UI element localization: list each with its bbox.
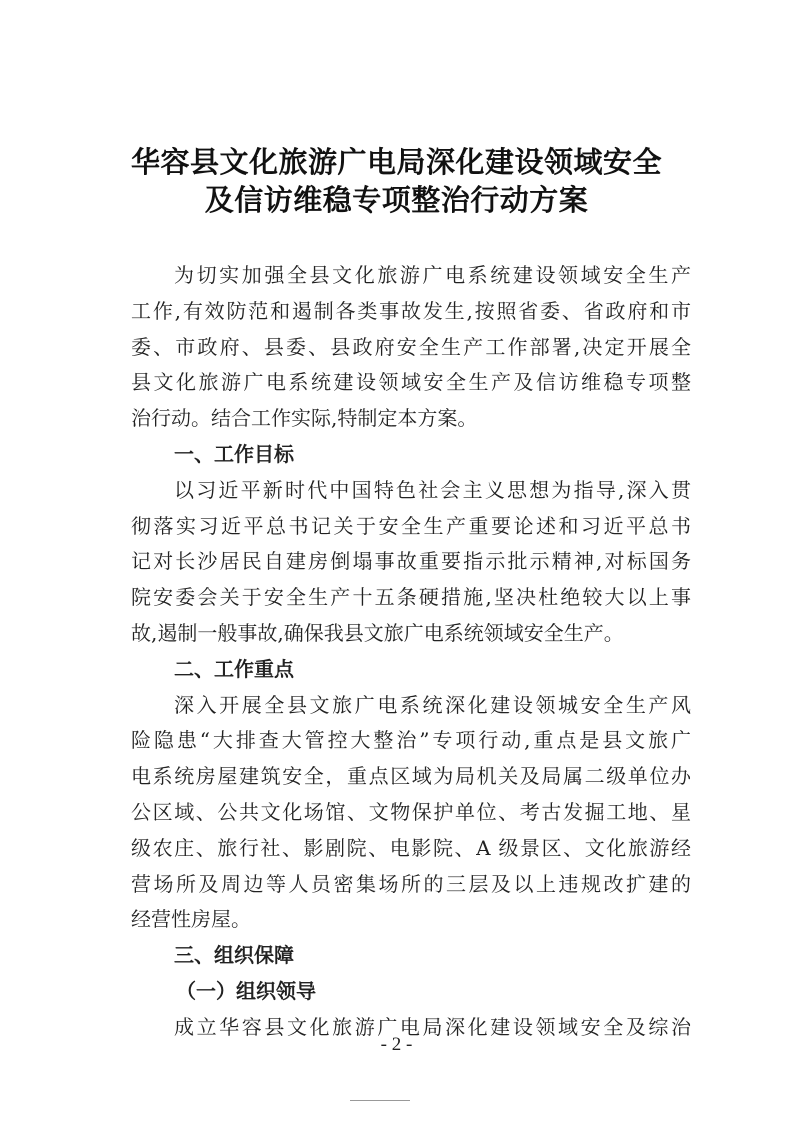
intro-line: 工作,有效防范和遏制各类事故发生,按照省委、省政府和市 [131,298,691,323]
section-2-line: 险隐患“大排查大管控大整治”专项行动,重点是县文旅广 [131,728,691,753]
intro-line: 委、市政府、县委、县政府安全生产工作部署,决定开展全 [131,334,691,359]
section-1-line: 院安委会关于安全生产十五条硬措施,坚决杜绝较大以上事 [131,585,691,610]
section-1-line: 以习近平新时代中国特色社会主义思想为指导,深入贯 [174,477,691,502]
intro-line: 为切实加强全县文化旅游广电系统建设领域安全生产 [174,263,691,287]
section-1-line: 故,遏制一般事故,确保我县文旅广电系统领域安全生产。 [131,620,624,645]
section-2-line: 经营性房屋。 [131,907,251,932]
section-1-line: 记对长沙居民自建房倒塌事故重要指示批示精神,对标国务 [131,549,691,574]
document-title-line-1: 华容县文化旅游广电局深化建设领域安全 [130,145,662,179]
section-2-line: 电系统房屋建筑安全，重点区域为局机关及局属二级单位办 [131,764,691,789]
page-number: - 2 - [380,1034,413,1055]
section-2-line: 深入开展全县文旅广电系统深化建设领城安全生产风 [174,692,691,717]
intro-line: 县文化旅游广电系统建设领域安全生产及信访维稳专项整 [131,370,691,395]
section-2-line: 公区域、公共文化场馆、文物保护单位、考古发掘工地、星 [131,799,691,824]
section-2-heading: 二、工作重点 [174,656,294,681]
section-2-line: 营场所及周边等人员密集场所的三层及以上违规改扩建的 [131,871,691,896]
intro-line: 治行动。结合工作实际,特制定本方案。 [131,406,478,431]
section-3-subheading: （一）组织领导 [176,978,316,1003]
section-3-heading: 三、组织保障 [174,943,294,968]
footer-rule [350,1100,410,1101]
document-title-line-2: 及信访维稳专项整治行动方案 [204,183,589,217]
section-1-line: 彻落实习近平总书记关于安全生产重要论述和习近平总书 [131,513,691,538]
section-3-line: 成立华容县文化旅游广电局深化建设领域安全及综治 [174,1014,691,1039]
document-body [131,258,691,1046]
section-1-heading: 一、工作目标 [174,441,294,466]
section-2-line: 级农庄、旅行社、影剧院、电影院、A 级景区、文化旅游经 [131,835,691,860]
